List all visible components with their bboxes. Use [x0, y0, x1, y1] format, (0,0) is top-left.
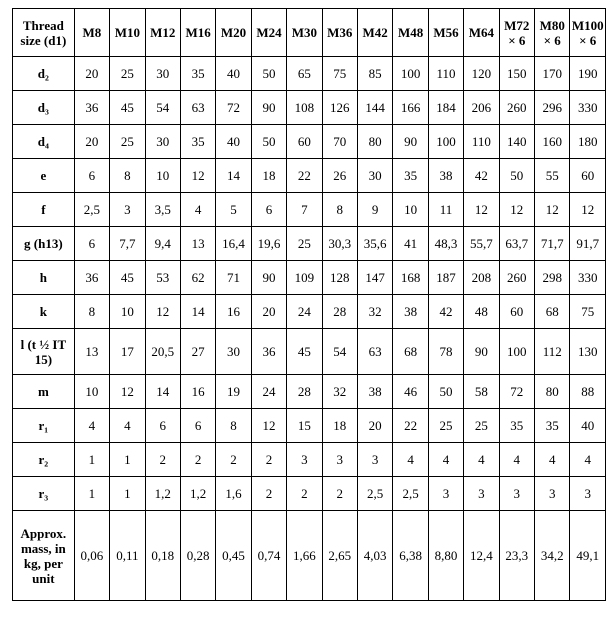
- table-cell: 85: [357, 57, 392, 91]
- table-cell: 91,7: [570, 227, 606, 261]
- table-cell: 60: [287, 125, 322, 159]
- table-cell: 128: [322, 261, 357, 295]
- column-header: M48: [393, 9, 428, 57]
- header-row: [13, 9, 606, 57]
- table-cell: 2: [322, 477, 357, 511]
- table-row: [13, 261, 606, 295]
- table-cell: 16: [216, 295, 251, 329]
- table-row: [13, 409, 606, 443]
- table-cell: 1: [110, 443, 145, 477]
- table-cell: 24: [287, 295, 322, 329]
- column-header: M12: [145, 9, 180, 57]
- table-cell: 13: [74, 329, 109, 375]
- row-label: k: [13, 295, 75, 329]
- table-cell: 78: [428, 329, 463, 375]
- row-label: f: [13, 193, 75, 227]
- table-cell: 206: [464, 91, 499, 125]
- table-cell: 3: [357, 443, 392, 477]
- column-header: M10: [110, 9, 145, 57]
- table-cell: 109: [287, 261, 322, 295]
- table-cell: 13: [180, 227, 215, 261]
- table-cell: 18: [322, 409, 357, 443]
- table-row: [13, 159, 606, 193]
- row-label: r₁: [13, 409, 75, 443]
- table-cell: 144: [357, 91, 392, 125]
- table-cell: 65: [287, 57, 322, 91]
- table-cell: 8: [110, 159, 145, 193]
- table-cell: 68: [535, 295, 570, 329]
- table-cell: 150: [499, 57, 534, 91]
- table-cell: 16,4: [216, 227, 251, 261]
- corner-header: Thread size (d1): [13, 9, 75, 57]
- table-cell: 4: [180, 193, 215, 227]
- table-cell: 32: [322, 375, 357, 409]
- table-cell: 42: [428, 295, 463, 329]
- table-cell: 20: [357, 409, 392, 443]
- table-cell: 12: [251, 409, 286, 443]
- row-label: l (t ½ IT 15): [13, 329, 75, 375]
- table-cell: 54: [322, 329, 357, 375]
- table-cell: 8: [216, 409, 251, 443]
- table-cell: 108: [287, 91, 322, 125]
- table-cell: 75: [570, 295, 606, 329]
- row-label: r₃: [13, 477, 75, 511]
- table-cell: 3: [110, 193, 145, 227]
- table-cell: 8: [322, 193, 357, 227]
- column-header: M64: [464, 9, 499, 57]
- table-cell: 54: [145, 91, 180, 125]
- column-header: M80 × 6: [535, 9, 570, 57]
- table-cell: 14: [216, 159, 251, 193]
- table-cell: 7: [287, 193, 322, 227]
- table-cell: 60: [570, 159, 606, 193]
- table-cell: 11: [428, 193, 463, 227]
- table-row: [13, 443, 606, 477]
- table-cell: 35,6: [357, 227, 392, 261]
- table-cell: 30,3: [322, 227, 357, 261]
- table-cell: 2,5: [393, 477, 428, 511]
- table-cell: 110: [428, 57, 463, 91]
- column-header: M16: [180, 9, 215, 57]
- table-cell: 88: [570, 375, 606, 409]
- row-label: h: [13, 261, 75, 295]
- table-cell: 35: [180, 57, 215, 91]
- table-cell: 2: [145, 443, 180, 477]
- table-cell: 32: [357, 295, 392, 329]
- table-cell: 208: [464, 261, 499, 295]
- table-cell: 25: [287, 227, 322, 261]
- table-cell: 23,3: [499, 511, 534, 601]
- table-row: [13, 91, 606, 125]
- table-cell: 170: [535, 57, 570, 91]
- table-cell: 12: [180, 159, 215, 193]
- table-cell: 1,2: [180, 477, 215, 511]
- table-cell: 80: [535, 375, 570, 409]
- table-cell: 112: [535, 329, 570, 375]
- table-cell: 100: [428, 125, 463, 159]
- table-cell: 25: [428, 409, 463, 443]
- table-cell: 12,4: [464, 511, 499, 601]
- table-cell: 4: [570, 443, 606, 477]
- table-cell: 3: [570, 477, 606, 511]
- table-cell: 70: [322, 125, 357, 159]
- table-cell: 18: [251, 159, 286, 193]
- column-header: M8: [74, 9, 109, 57]
- table-cell: 6: [145, 409, 180, 443]
- table-cell: 0,45: [216, 511, 251, 601]
- table-cell: 38: [428, 159, 463, 193]
- table-cell: 6: [251, 193, 286, 227]
- table-cell: 3: [287, 443, 322, 477]
- table-cell: 35: [535, 409, 570, 443]
- row-label: m: [13, 375, 75, 409]
- table-cell: 45: [110, 261, 145, 295]
- table-cell: 90: [393, 125, 428, 159]
- table-cell: 160: [535, 125, 570, 159]
- table-cell: 16: [180, 375, 215, 409]
- table-cell: 25: [110, 57, 145, 91]
- row-label: e: [13, 159, 75, 193]
- table-cell: 1,2: [145, 477, 180, 511]
- table-cell: 3: [428, 477, 463, 511]
- table-cell: 72: [216, 91, 251, 125]
- table-cell: 41: [393, 227, 428, 261]
- table-cell: 30: [145, 57, 180, 91]
- table-cell: 3: [464, 477, 499, 511]
- table-cell: 25: [464, 409, 499, 443]
- table-row: [13, 57, 606, 91]
- table-cell: 55: [535, 159, 570, 193]
- table-row: [13, 477, 606, 511]
- table-cell: 14: [145, 375, 180, 409]
- table-cell: 1,6: [216, 477, 251, 511]
- table-cell: 2,5: [357, 477, 392, 511]
- table-cell: 49,1: [570, 511, 606, 601]
- table-cell: 36: [74, 261, 109, 295]
- table-cell: 90: [251, 261, 286, 295]
- table-cell: 20: [74, 125, 109, 159]
- table-cell: 147: [357, 261, 392, 295]
- table-cell: 190: [570, 57, 606, 91]
- table-cell: 19,6: [251, 227, 286, 261]
- table-cell: 12: [570, 193, 606, 227]
- table-cell: 100: [393, 57, 428, 91]
- table-cell: 10: [145, 159, 180, 193]
- table-cell: 45: [110, 91, 145, 125]
- table-cell: 2: [251, 443, 286, 477]
- table-cell: 63: [180, 91, 215, 125]
- table-cell: 2: [216, 443, 251, 477]
- table-cell: 120: [464, 57, 499, 91]
- table-cell: 48: [464, 295, 499, 329]
- table-cell: 184: [428, 91, 463, 125]
- thread-spec-table: [12, 8, 606, 601]
- table-cell: 28: [287, 375, 322, 409]
- table-cell: 9,4: [145, 227, 180, 261]
- table-cell: 6: [74, 227, 109, 261]
- table-cell: 4: [393, 443, 428, 477]
- column-header: M56: [428, 9, 463, 57]
- table-row: [13, 375, 606, 409]
- table-cell: 298: [535, 261, 570, 295]
- table-cell: 63: [357, 329, 392, 375]
- table-cell: 12: [464, 193, 499, 227]
- table-cell: 2,65: [322, 511, 357, 601]
- table-cell: 25: [110, 125, 145, 159]
- table-cell: 4: [110, 409, 145, 443]
- table-row: [13, 511, 606, 601]
- table-cell: 42: [464, 159, 499, 193]
- table-cell: 17: [110, 329, 145, 375]
- table-cell: 3: [499, 477, 534, 511]
- table-cell: 30: [145, 125, 180, 159]
- table-cell: 36: [74, 91, 109, 125]
- table-cell: 20,5: [145, 329, 180, 375]
- table-cell: 8,80: [428, 511, 463, 601]
- column-header: M36: [322, 9, 357, 57]
- table-cell: 71,7: [535, 227, 570, 261]
- table-cell: 40: [570, 409, 606, 443]
- table-cell: 40: [216, 125, 251, 159]
- table-cell: 3: [535, 477, 570, 511]
- table-cell: 296: [535, 91, 570, 125]
- table-cell: 40: [216, 57, 251, 91]
- row-label: d₄: [13, 125, 75, 159]
- table-cell: 35: [180, 125, 215, 159]
- table-cell: 30: [357, 159, 392, 193]
- table-cell: 168: [393, 261, 428, 295]
- table-cell: 6: [74, 159, 109, 193]
- table-cell: 27: [180, 329, 215, 375]
- table-cell: 90: [464, 329, 499, 375]
- table-cell: 140: [499, 125, 534, 159]
- table-cell: 4: [464, 443, 499, 477]
- table-cell: 8: [74, 295, 109, 329]
- table-cell: 1: [74, 443, 109, 477]
- column-header: M24: [251, 9, 286, 57]
- table-row: [13, 329, 606, 375]
- table-cell: 38: [393, 295, 428, 329]
- table-cell: 0,28: [180, 511, 215, 601]
- table-cell: 20: [251, 295, 286, 329]
- row-label: g (h13): [13, 227, 75, 261]
- table-cell: 1: [110, 477, 145, 511]
- table-cell: 4: [74, 409, 109, 443]
- table-cell: 3: [322, 443, 357, 477]
- table-cell: 0,11: [110, 511, 145, 601]
- table-cell: 35: [499, 409, 534, 443]
- table-cell: 0,18: [145, 511, 180, 601]
- table-cell: 50: [499, 159, 534, 193]
- table-cell: 0,74: [251, 511, 286, 601]
- table-cell: 60: [499, 295, 534, 329]
- table-cell: 1,66: [287, 511, 322, 601]
- table-cell: 2: [251, 477, 286, 511]
- table-cell: 10: [74, 375, 109, 409]
- column-header: M100 × 6: [570, 9, 606, 57]
- table-cell: 2: [180, 443, 215, 477]
- table-cell: 187: [428, 261, 463, 295]
- table-row: [13, 193, 606, 227]
- table-cell: 30: [216, 329, 251, 375]
- table-cell: 62: [180, 261, 215, 295]
- table-row: [13, 125, 606, 159]
- column-header: M42: [357, 9, 392, 57]
- row-label: Approx. mass, in kg, per unit: [13, 511, 75, 601]
- table-cell: 14: [180, 295, 215, 329]
- table-cell: 6,38: [393, 511, 428, 601]
- table-cell: 50: [251, 57, 286, 91]
- table-cell: 26: [322, 159, 357, 193]
- table-cell: 63,7: [499, 227, 534, 261]
- row-label: d₂: [13, 57, 75, 91]
- table-cell: 4,03: [357, 511, 392, 601]
- table-cell: 0,06: [74, 511, 109, 601]
- table-cell: 50: [251, 125, 286, 159]
- row-label: r₂: [13, 443, 75, 477]
- table-cell: 7,7: [110, 227, 145, 261]
- table-cell: 75: [322, 57, 357, 91]
- table-cell: 38: [357, 375, 392, 409]
- table-cell: 10: [393, 193, 428, 227]
- table-cell: 4: [428, 443, 463, 477]
- table-cell: 130: [570, 329, 606, 375]
- table-cell: 10: [110, 295, 145, 329]
- table-cell: 12: [535, 193, 570, 227]
- table-cell: 4: [499, 443, 534, 477]
- table-cell: 20: [74, 57, 109, 91]
- table-cell: 45: [287, 329, 322, 375]
- table-cell: 22: [287, 159, 322, 193]
- column-header: M30: [287, 9, 322, 57]
- column-header: M72 × 6: [499, 9, 534, 57]
- table-cell: 80: [357, 125, 392, 159]
- table-cell: 100: [499, 329, 534, 375]
- table-cell: 3,5: [145, 193, 180, 227]
- table-cell: 12: [145, 295, 180, 329]
- table-cell: 24: [251, 375, 286, 409]
- table-cell: 15: [287, 409, 322, 443]
- table-cell: 58: [464, 375, 499, 409]
- table-cell: 110: [464, 125, 499, 159]
- table-cell: 12: [110, 375, 145, 409]
- table-row: [13, 227, 606, 261]
- table-cell: 36: [251, 329, 286, 375]
- table-body: [13, 57, 606, 601]
- row-label: d₃: [13, 91, 75, 125]
- table-cell: 22: [393, 409, 428, 443]
- table-cell: 55,7: [464, 227, 499, 261]
- table-cell: 72: [499, 375, 534, 409]
- table-cell: 2,5: [74, 193, 109, 227]
- table-cell: 19: [216, 375, 251, 409]
- table-cell: 2: [287, 477, 322, 511]
- column-header: M20: [216, 9, 251, 57]
- table-cell: 90: [251, 91, 286, 125]
- table-cell: 46: [393, 375, 428, 409]
- table-cell: 68: [393, 329, 428, 375]
- table-cell: 5: [216, 193, 251, 227]
- table-cell: 53: [145, 261, 180, 295]
- table-cell: 28: [322, 295, 357, 329]
- table-cell: 260: [499, 91, 534, 125]
- table-cell: 126: [322, 91, 357, 125]
- table-cell: 71: [216, 261, 251, 295]
- table-cell: 330: [570, 261, 606, 295]
- table-cell: 4: [535, 443, 570, 477]
- table-cell: 330: [570, 91, 606, 125]
- table-cell: 50: [428, 375, 463, 409]
- table-cell: 1: [74, 477, 109, 511]
- table-cell: 180: [570, 125, 606, 159]
- table-cell: 166: [393, 91, 428, 125]
- table-cell: 260: [499, 261, 534, 295]
- table-cell: 6: [180, 409, 215, 443]
- table-cell: 34,2: [535, 511, 570, 601]
- table-cell: 12: [499, 193, 534, 227]
- table-cell: 48,3: [428, 227, 463, 261]
- table-cell: 35: [393, 159, 428, 193]
- table-row: [13, 295, 606, 329]
- table-cell: 9: [357, 193, 392, 227]
